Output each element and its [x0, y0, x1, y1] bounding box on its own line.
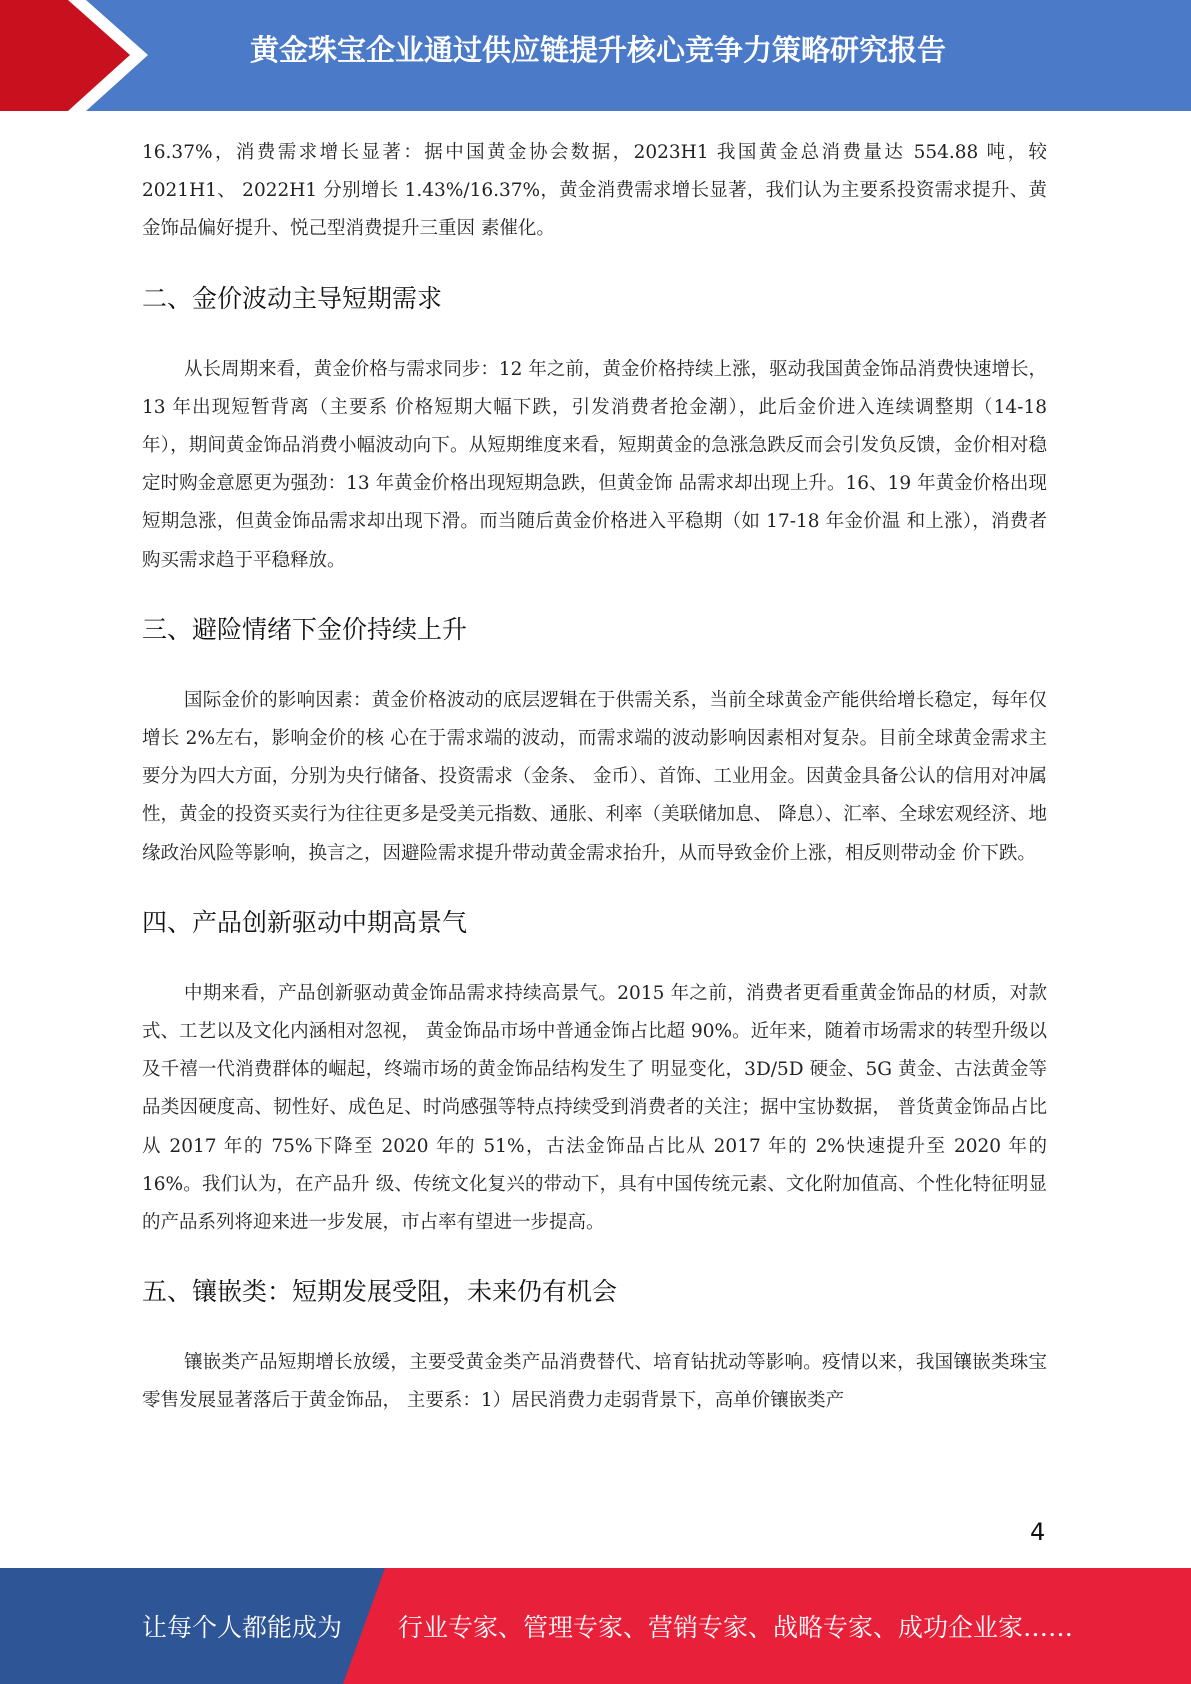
section-heading-2: 二、金价波动主导短期需求 [142, 283, 443, 313]
section-heading-4: 四、产品创新驱动中期高景气 [142, 907, 468, 937]
footer-slogan-right: 行业专家、管理专家、营销专家、战略专家、成功企业家…… [398, 1613, 1074, 1642]
page-header [0, 0, 1191, 111]
footer-slogan-left: 让每个人都能成为 [142, 1613, 343, 1642]
section-paragraph-4: 中期来看，产品创新驱动黄金饰品需求持续高景气。2015 年之前，消费者更看重黄金饰品的材质，对款式、工艺以及文化内涵相对忽视， 黄金饰品市场中普通金饰占比超 90%。近年来，随着市场需求的转型升级以及千禧一代消费群体的崛起，终端市场的黄金饰品结构发生了 明显变化，3D/5D 硬金、5G 黄金、古法黄金等品类因硬度高、韧性好、成色足、时尚感强等特点持续受到消费者的关注；据中宝协数据， 普货黄金饰品占比从 2017 年的 75%下降至 2020 年的 51%，古法金饰品占比从 2017 年的 2%快速提升至 2020 年的 16%。我们认为，在产品升 级、传统文化复兴的带动下，具有中国传统元素、文化附加值高、个性化特征明显的产品系列将迎来进一步发展，市占率有望进一步提高。 [142, 982, 1047, 1234]
intro-paragraph: 16.37%，消费需求增长显著：据中国黄金协会数据，2023H1 我国黄金总消费量达 554.88 吨，较 2021H1、 2022H1 分别增长 1.43%/16.37%，黄金消费需求增长显著，我们认为主要系投资需求提升、黄金饰品偏好提升、悦己型消费提升三重因 素催化。 [142, 142, 1047, 240]
page-content [142, 134, 1047, 1421]
section-paragraph-2: 从长周期来看，黄金价格与需求同步：12 年之前，黄金价格持续上涨，驱动我国黄金饰品消费快速增长，13 年出现短暂背离（主要系 价格短期大幅下跌，引发消费者抢金潮），此后金价进入连续调整期（14-18 年），期间黄金饰品消费小幅波动向下。从短期维度来看，短期黄金的急涨急跌反而会引发负反馈，金价相对稳定时购金意愿更为强劲：13 年黄金价格出现短期急跌，但黄金饰 品需求却出现上升。16、19 年黄金价格出现短期急涨，但黄金饰品需求却出现下滑。而当随后黄金价格进入平稳期（如 17-18 年金价温 和上涨），消费者购买需求趋于平稳释放。 [142, 358, 1047, 571]
document-title: 黄金珠宝企业通过供应链提升核心竞争力策略研究报告 [250, 33, 947, 67]
page-number: 4 [1030, 1518, 1046, 1546]
page-footer [0, 1568, 1191, 1684]
section-heading-3: 三、避险情绪下金价持续上升 [142, 614, 468, 644]
section-paragraph-5: 镶嵌类产品短期增长放缓，主要受黄金类产品消费替代、培育钻扰动等影响。疫情以来，我国镶嵌类珠宝零售发展显著落后于黄金饰品， 主要系：1）居民消费力走弱背景下，高单价镶嵌类产 [142, 1352, 1047, 1412]
section-paragraph-3: 国际金价的影响因素：黄金价格波动的底层逻辑在于供需关系，当前全球黄金产能供给增长稳定，每年仅增长 2%左右，影响金价的核 心在于需求端的波动，而需求端的波动影响因素相对复杂。目前全球黄金需求主要分为四大方面，分别为央行储备、投资需求（金条、 金币）、首饰、工业用金。因黄金具备公认的信用对冲属性，黄金的投资买卖行为往往更多是受美元指数、通胀、利率（美联储加息、 降息）、汇率、全球宏观经济、地缘政治风险等影响，换言之，因避险需求提升带动黄金需求抬升，从而导致金价上涨，相反则带动金 价下跌。 [142, 689, 1047, 864]
section-heading-5: 五、镶嵌类：短期发展受阻，未来仍有机会 [142, 1277, 618, 1307]
